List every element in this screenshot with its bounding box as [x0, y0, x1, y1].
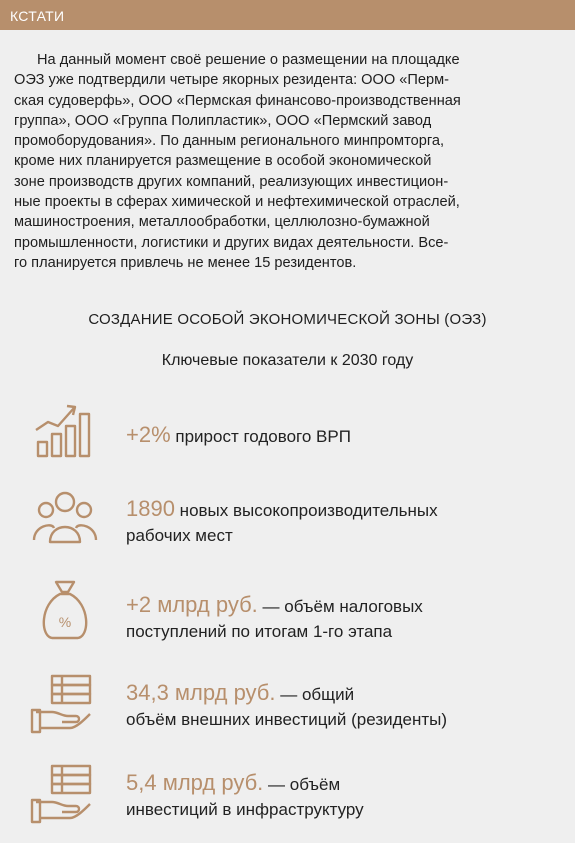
metric-value: +2 млрд руб.: [126, 592, 258, 617]
svg-text:%: %: [58, 614, 72, 630]
hand-money-icon: [30, 670, 100, 740]
metric-value: 1890: [126, 496, 175, 521]
metric-description-line2: инвестиций в инфраструктуру: [126, 800, 364, 819]
intro-paragraph: [14, 50, 534, 273]
people-group-icon: [30, 484, 100, 554]
metric-value: 34,3 млрд руб.: [126, 680, 276, 705]
intro-line: На данный момент своё решение о размещении на площадке: [37, 52, 460, 68]
metric-value: +2%: [126, 422, 171, 447]
intro-line: промышленности, логистики и других видах деятельности. Все-: [14, 234, 449, 251]
metric-description: — объём налоговых: [257, 597, 423, 616]
intro-line: зоне производств других компаний, реализующих инвестицион-: [14, 173, 449, 190]
hand-money-icon: [30, 760, 100, 830]
metric-description: — общий: [275, 685, 355, 704]
intro-line: промоборудования». По данным регионального минпромторга,: [14, 133, 444, 150]
metric-description: прирост годового ВРП: [170, 427, 351, 446]
metric-description: — объём: [263, 775, 341, 794]
metric-description-line2: объём внешних инвестиций (резиденты): [126, 710, 448, 729]
intro-line: машиностроения, металлообработки, целлюлозно-бумажной: [14, 214, 430, 231]
section-title: СОЗДАНИЕ ОСОБОЙ ЭКОНОМИЧЕСКОЙ ЗОНЫ (ОЭЗ): [88, 311, 487, 328]
section-header-bar: [0, 0, 575, 30]
intro-line: кроме них планируется размещение в особой экономической: [14, 153, 432, 170]
metric-description: новых высокопроизводительных: [174, 501, 438, 520]
growth-chart-icon: [30, 398, 100, 468]
metric-value: 5,4 млрд руб.: [126, 770, 264, 795]
intro-line: ные проекты в сферах химической и нефтехимической отраслей,: [14, 194, 460, 211]
metric-description-line2: поступлений по итогам 1-го этапа: [126, 622, 393, 641]
intro-line: ская судоверфь», ООО «Пермская финансово-производственная: [14, 92, 461, 109]
section-subtitle: Ключевые показатели к 2030 году: [161, 352, 414, 369]
header-title: КСТАТИ: [10, 8, 65, 24]
intro-line: го планируется привлечь не менее 15 резидентов.: [14, 254, 357, 271]
metric-description-line2: рабочих мест: [126, 526, 233, 545]
money-bag-percent-icon: [30, 576, 100, 646]
intro-line: ОЭЗ уже подтвердили четыре якорных резидента: ООО «Перм-: [14, 72, 450, 89]
intro-line: группа», ООО «Группа Полипластик», ООО «Пермский завод: [14, 112, 432, 129]
